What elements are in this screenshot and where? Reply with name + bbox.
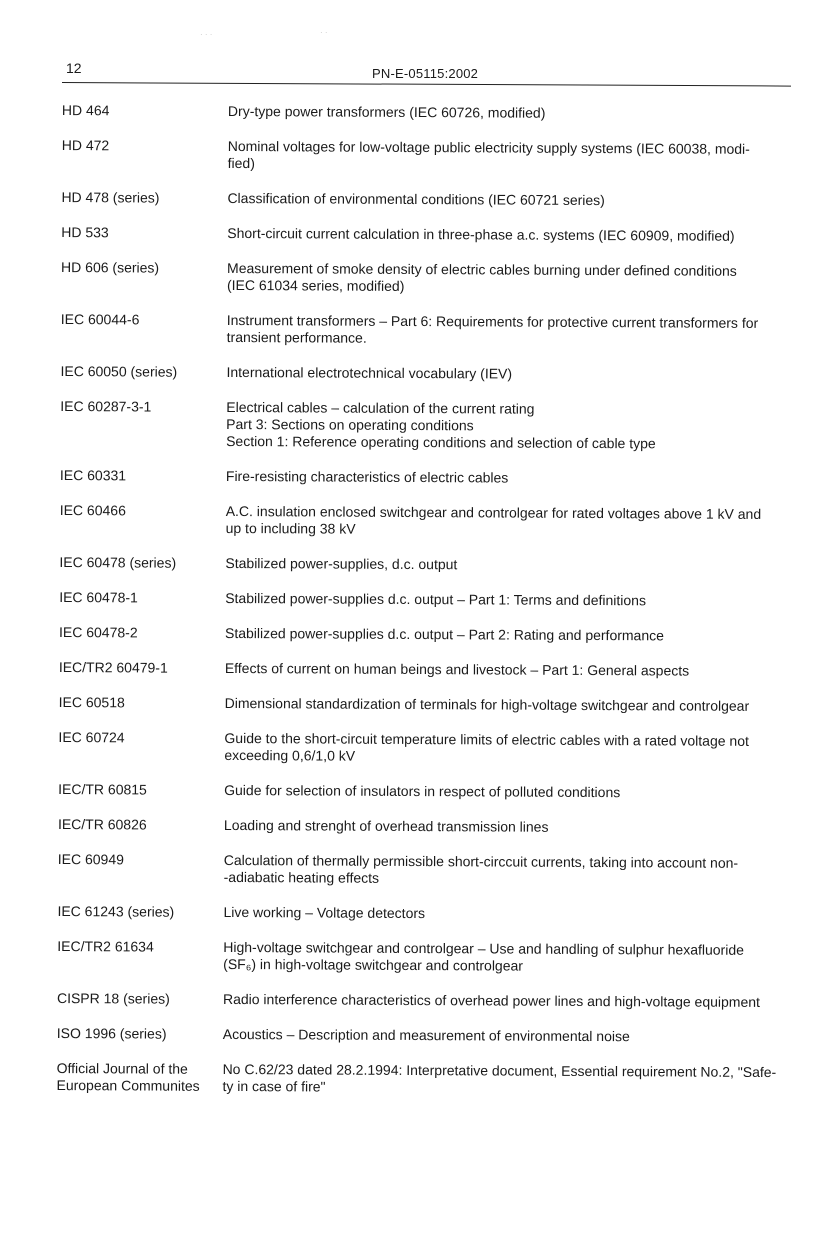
reference-entry — [56, 137, 796, 175]
reference-entry — [54, 502, 794, 540]
reference-title-line: exceeding 0,6/1,0 kV — [224, 746, 356, 764]
reference-title — [228, 138, 796, 175]
reference-title — [224, 782, 792, 802]
reference-title — [226, 503, 794, 540]
reference-title-line: Fire-resisting characteristics of electric cables — [225, 467, 509, 486]
reference-entry — [54, 398, 794, 453]
reference-code: IEC 60518 — [58, 694, 125, 711]
reference-title-line: No C.62/23 dated 28.2.1994: Interpretative document, Essential requirement No.2, "Safe- — [222, 1060, 777, 1081]
reference-title-line: Radio interference characteristics of overhead power lines and high-voltage equipment — [222, 990, 761, 1010]
reference-title-line: Instrument transformers – Part 6: Requirements for protective current transformers for — [226, 311, 759, 331]
reference-title-line: Part 3: Sections on operating conditions — [226, 415, 474, 434]
reference-code: IEC 60331 — [59, 467, 127, 484]
reference-code: HD 472 — [61, 137, 110, 154]
reference-title — [227, 225, 795, 245]
reference-entry — [54, 363, 794, 384]
reference-code: IEC 60466 — [59, 502, 126, 519]
reference-title-line: Stabilized power-supplies d.c. output – Part 1: Terms and definitions — [225, 589, 647, 609]
reference-title — [225, 625, 793, 645]
reference-code: IEC/TR2 60479-1 — [58, 659, 168, 676]
reference-title — [223, 991, 791, 1011]
reference-title — [226, 468, 794, 488]
reference-code: IEC 60724 — [58, 729, 125, 746]
reference-title-line: Loading and strenght of overhead transmission lines — [223, 816, 549, 835]
reference-title-line: Electrical cables – calculation of the current rating — [226, 398, 535, 417]
reference-title-line: Classification of environmental conditions (IEC 60721 series) — [227, 189, 605, 209]
reference-code: IEC 60478-1 — [59, 589, 138, 606]
reference-entry — [54, 467, 794, 488]
reference-code: HD 464 — [61, 102, 110, 119]
reference-title-line: Section 1: Reference operating conditions and selection of cable type — [226, 432, 656, 452]
reference-title — [225, 695, 793, 715]
document-id: PN-E-05115:2002 — [372, 66, 479, 81]
reference-title-line: ty in case of fire" — [222, 1077, 326, 1095]
reference-title-line: Acoustics – Description and measurement of environmental noise — [222, 1025, 630, 1045]
reference-title — [222, 1061, 790, 1098]
reference-list — [50, 102, 796, 1116]
reference-title-line: Dry-type power transformers (IEC 60726, modified) — [227, 102, 546, 121]
reference-title — [226, 364, 794, 384]
reference-title-line: Effects of current on human beings and livestock – Part 1: General aspects — [224, 659, 690, 679]
reference-code: IEC/TR 60826 — [57, 816, 147, 833]
reference-title-line: fied) — [227, 154, 255, 172]
reference-code: ISO 1996 (series) — [56, 1025, 167, 1042]
reference-title — [225, 660, 793, 680]
reference-entry — [50, 1060, 790, 1098]
reference-entry — [53, 589, 793, 610]
reference-title-line: Live working – Voltage detectors — [223, 903, 426, 922]
reference-entry — [56, 102, 796, 123]
header-rule — [62, 82, 791, 87]
reference-title — [223, 904, 791, 924]
reference-entry — [51, 990, 791, 1011]
reference-entry — [53, 624, 793, 645]
reference-code: IEC 60287-3-1 — [60, 398, 152, 415]
reference-title-line: up to including 38 kV — [225, 519, 356, 537]
reference-entry — [51, 1025, 791, 1046]
page-number: 12 — [66, 60, 82, 76]
reference-code: Official Journal of the European Communites — [56, 1060, 200, 1094]
reference-title — [227, 190, 795, 210]
reference-title-line: Stabilized power-supplies d.c. output – Part 2: Rating and performance — [224, 624, 664, 644]
reference-code: IEC 60478-2 — [58, 624, 138, 641]
reference-title-line: -adiabatic heating effects — [223, 868, 380, 886]
reference-code: IEC 61243 (series) — [57, 903, 175, 920]
reference-entry — [52, 851, 792, 889]
reference-code: IEC 60478 (series) — [59, 554, 177, 571]
reference-title — [228, 103, 796, 123]
reference-entry — [52, 729, 792, 767]
reference-code: IEC/TR 60815 — [58, 781, 147, 798]
reference-entry — [51, 903, 791, 924]
reference-title — [224, 730, 792, 767]
reference-title-line: High-voltage switchgear and controlgear – Use and handling of sulphur hexafluoride — [223, 938, 744, 958]
reference-title — [225, 555, 793, 575]
scan-artifact: · · — [320, 28, 328, 37]
reference-title — [227, 260, 795, 297]
reference-title-line: A.C. insulation enclosed switchgear and controlgear for rated voltages above 1 kV and — [225, 502, 762, 522]
reference-title — [225, 590, 793, 610]
reference-title — [223, 1026, 791, 1046]
reference-title-line: Stabilized power-supplies, d.c. output — [225, 554, 458, 573]
reference-title-line: Calculation of thermally permissible short-circcuit currents, taking into account non- — [223, 851, 739, 871]
reference-title-line: (SF₆) in high-voltage switchgear and controlgear — [223, 955, 524, 974]
reference-code: HD 606 (series) — [61, 259, 160, 276]
reference-code: IEC 60949 — [57, 851, 124, 868]
reference-entry — [55, 259, 795, 297]
reference-entry — [52, 781, 792, 802]
reference-code: CISPR 18 (series) — [56, 990, 170, 1007]
reference-code: IEC 60050 (series) — [60, 363, 178, 380]
reference-title — [223, 939, 791, 976]
reference-code: IEC/TR2 61634 — [57, 938, 154, 955]
reference-entry — [55, 224, 795, 245]
reference-entry — [55, 311, 795, 349]
reference-entry — [52, 816, 792, 837]
reference-entry — [51, 938, 791, 976]
reference-title — [224, 817, 792, 837]
reference-entry — [53, 694, 793, 715]
reference-title-line: Measurement of smoke density of electric cables burning under defined conditions — [227, 259, 737, 279]
reference-title-line: (IEC 61034 series, modified) — [226, 276, 405, 294]
reference-title-line: International electrotechnical vocabulary (IEV) — [226, 363, 513, 382]
reference-title-line: Guide to the short-circuit temperature limits of electric cables with a rated voltage not — [224, 729, 749, 749]
reference-title-line: Nominal voltages for low-voltage public electricity supply systems (IEC 60038, modi- — [227, 137, 750, 157]
reference-entry — [53, 659, 793, 680]
reference-title — [226, 399, 794, 453]
reference-code: IEC 60044-6 — [60, 311, 140, 328]
reference-title — [227, 312, 795, 349]
reference-title-line: Guide for selection of insulators in respect of polluted conditions — [224, 781, 621, 801]
scan-artifact: · · · — [200, 30, 213, 39]
reference-entry — [55, 189, 795, 210]
reference-code: HD 533 — [61, 224, 109, 241]
reference-entry — [53, 554, 793, 575]
reference-title — [224, 852, 792, 889]
reference-title-line: transient performance. — [226, 328, 367, 346]
reference-title-line: Short-circuit current calculation in three-phase a.c. systems (IEC 60909, modified) — [227, 224, 735, 244]
reference-code: HD 478 (series) — [61, 189, 160, 206]
reference-title-line: Dimensional standardization of terminals for high-voltage switchgear and controlgear — [224, 694, 750, 714]
